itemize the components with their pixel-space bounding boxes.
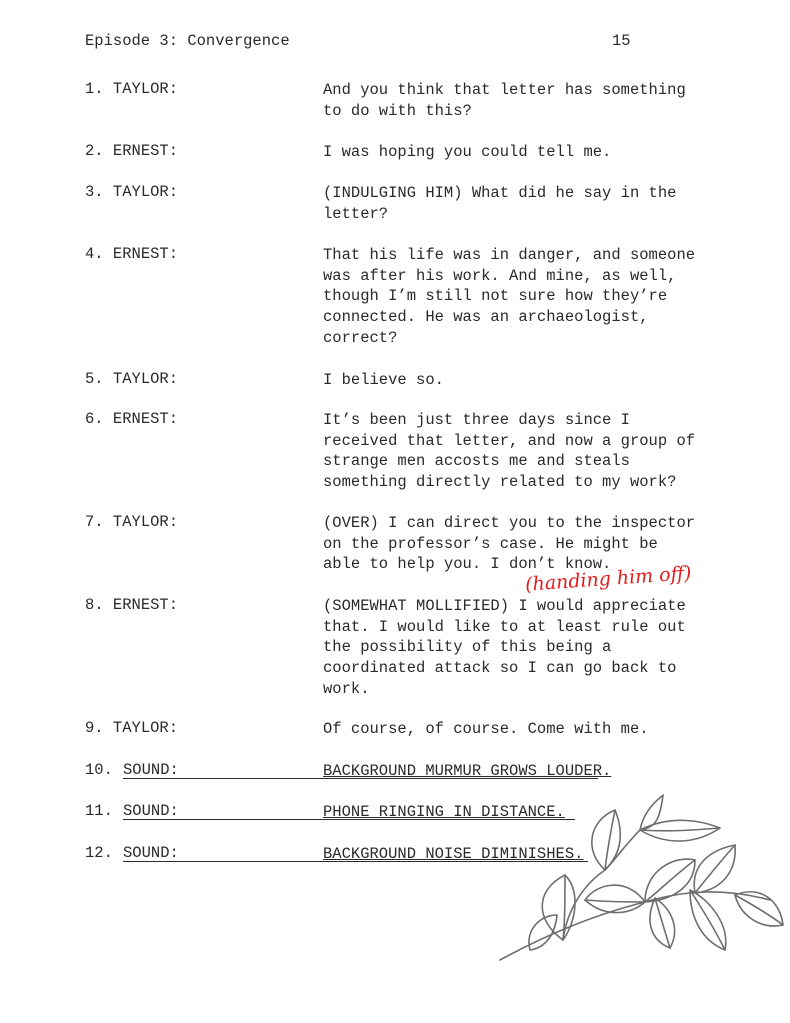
line-number-speaker: 4. ERNEST: bbox=[85, 245, 179, 263]
header-episode-title: Episode 3: Convergence bbox=[85, 32, 290, 50]
dialogue-text: I believe so. bbox=[323, 371, 444, 389]
sound-label: SOUND: bbox=[123, 802, 179, 820]
line-number-speaker: 8. ERNEST: bbox=[85, 596, 179, 614]
line-number: 12. bbox=[85, 844, 113, 862]
sound-text: BACKGROUND MURMUR GROWS LOUDER. bbox=[323, 762, 612, 780]
leaf-branch-icon bbox=[495, 790, 785, 965]
dialogue-text: That his life was in danger, and someone was after his work. And mine, as well, though I’m still not sure how they’re connected. He was an archaeologist, correct? bbox=[323, 246, 696, 347]
sound-label: SOUND: bbox=[123, 844, 179, 862]
sound-text: PHONE RINGING IN DISTANCE. bbox=[323, 803, 565, 821]
page-number: 15 bbox=[612, 32, 631, 50]
dialogue-text: And you think that letter has something to do with this? bbox=[323, 81, 686, 120]
sound-label: SOUND: bbox=[123, 761, 179, 779]
dialogue-text: (OVER) I can direct you to the inspector on the professor’s case. He might be able to help you. I don’t know. bbox=[323, 514, 696, 574]
line-number-speaker: 2. ERNEST: bbox=[85, 142, 179, 160]
line-number-speaker: 3. TAYLOR: bbox=[85, 183, 179, 201]
line-number-speaker: 9. TAYLOR: bbox=[85, 719, 179, 737]
line-number-speaker: 7. TAYLOR: bbox=[85, 513, 179, 531]
dialogue-text: (SOMEWHAT MOLLIFIED) I would appreciate that. I would like to at least rule out the possibility of this being a coordinated attack so I can go back to work. bbox=[323, 597, 686, 698]
line-number-speaker: 1. TAYLOR: bbox=[85, 80, 179, 98]
dialogue-text: It’s been just three days since I received that letter, and now a group of strange men accosts me and steals something directly related to my work? bbox=[323, 411, 696, 492]
line-number-speaker: 5. TAYLOR: bbox=[85, 370, 179, 388]
handwritten-annotation: (handing him off) bbox=[524, 562, 693, 596]
line-number: 10. bbox=[85, 761, 113, 779]
dialogue-text: I was hoping you could tell me. bbox=[323, 143, 612, 161]
line-number-speaker: 6. ERNEST: bbox=[85, 410, 179, 428]
dialogue-text: (INDULGING HIM) What did he say in the letter? bbox=[323, 184, 677, 223]
line-number: 11. bbox=[85, 802, 113, 820]
dialogue-text: Of course, of course. Come with me. bbox=[323, 720, 649, 738]
sound-text: BACKGROUND NOISE DIMINISHES. bbox=[323, 845, 584, 863]
